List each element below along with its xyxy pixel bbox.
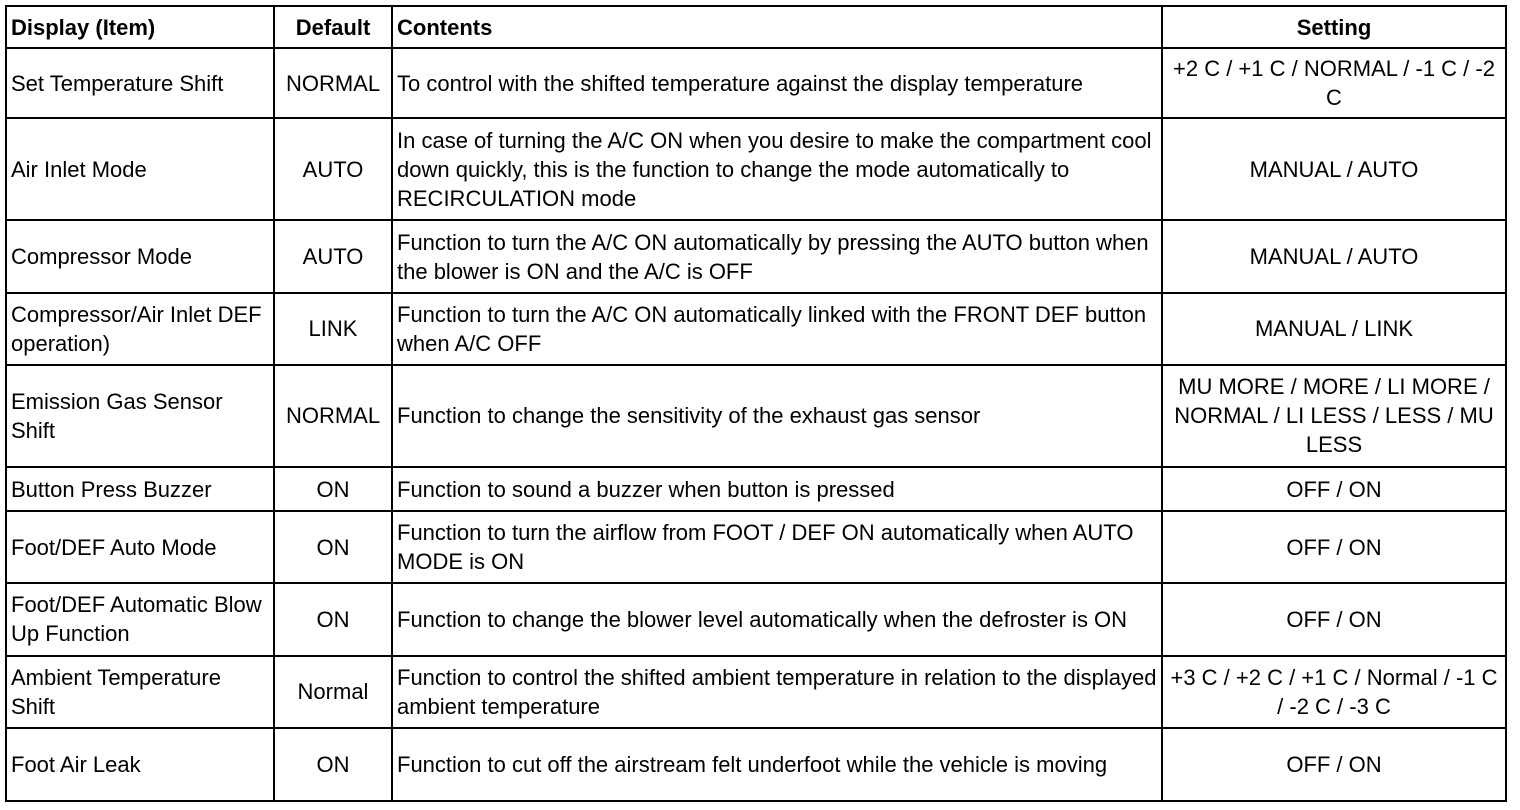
table-row (7, 220, 1505, 292)
cell-contents: Function to sound a buzzer when button is pressed (392, 467, 1162, 511)
cell-contents: Function to turn the airflow from FOOT / DEF ON automatically when AUTO MODE is ON (392, 511, 1162, 583)
cell-contents: Function to cut off the airstream felt underfoot while the vehicle is moving (392, 728, 1162, 800)
cell-default: ON (274, 511, 392, 583)
cell-setting: MANUAL / LINK (1162, 293, 1505, 365)
cell-item: Foot/DEF Automatic Blow Up Function (7, 583, 274, 655)
table-row (7, 467, 1505, 511)
cell-default: Normal (274, 656, 392, 728)
cell-setting: MANUAL / AUTO (1162, 118, 1505, 220)
cell-item: Button Press Buzzer (7, 467, 274, 511)
cell-default: ON (274, 728, 392, 800)
table-row (7, 656, 1505, 728)
cell-default: NORMAL (274, 48, 392, 118)
customization-settings-table (7, 7, 1505, 800)
table-row (7, 48, 1505, 118)
cell-default: LINK (274, 293, 392, 365)
cell-item: Emission Gas Sensor Shift (7, 365, 274, 467)
cell-item: Ambient Temperature Shift (7, 656, 274, 728)
table-row (7, 293, 1505, 365)
table-row (7, 728, 1505, 800)
header-default: Default (274, 7, 392, 48)
cell-setting: +2 C / +1 C / NORMAL / -1 C / -2 C (1162, 48, 1505, 118)
header-contents: Contents (392, 7, 1162, 48)
cell-item: Set Temperature Shift (7, 48, 274, 118)
cell-contents: In case of turning the A/C ON when you desire to make the compartment cool down quickly, this is the function to change the mode automatically to RECIRCULATION mode (392, 118, 1162, 220)
cell-default: ON (274, 467, 392, 511)
cell-contents: Function to change the sensitivity of the exhaust gas sensor (392, 365, 1162, 467)
cell-item: Foot/DEF Auto Mode (7, 511, 274, 583)
cell-setting: MANUAL / AUTO (1162, 220, 1505, 292)
cell-item: Compressor/Air Inlet DEF operation) (7, 293, 274, 365)
cell-default: AUTO (274, 220, 392, 292)
cell-contents: Function to turn the A/C ON automatically by pressing the AUTO button when the blower is ON and the A/C is OFF (392, 220, 1162, 292)
cell-item: Air Inlet Mode (7, 118, 274, 220)
header-setting: Setting (1162, 7, 1505, 48)
table-header-row (7, 7, 1505, 48)
cell-setting: OFF / ON (1162, 583, 1505, 655)
cell-contents: To control with the shifted temperature against the display temperature (392, 48, 1162, 118)
cell-default: AUTO (274, 118, 392, 220)
cell-contents: Function to change the blower level automatically when the defroster is ON (392, 583, 1162, 655)
cell-item: Foot Air Leak (7, 728, 274, 800)
cell-default: ON (274, 583, 392, 655)
cell-setting: MU MORE / MORE / LI MORE / NORMAL / LI LESS / LESS / MU LESS (1162, 365, 1505, 467)
cell-item: Compressor Mode (7, 220, 274, 292)
table-row (7, 365, 1505, 467)
cell-contents: Function to control the shifted ambient temperature in relation to the displayed ambient temperature (392, 656, 1162, 728)
table-row (7, 583, 1505, 655)
table-row (7, 118, 1505, 220)
cell-setting: OFF / ON (1162, 511, 1505, 583)
cell-default: NORMAL (274, 365, 392, 467)
cell-setting: OFF / ON (1162, 467, 1505, 511)
header-display-item: Display (Item) (7, 7, 274, 48)
cell-setting: OFF / ON (1162, 728, 1505, 800)
table-row (7, 511, 1505, 583)
cell-setting: +3 C / +2 C / +1 C / Normal / -1 C / -2 C / -3 C (1162, 656, 1505, 728)
cell-contents: Function to turn the A/C ON automatically linked with the FRONT DEF button when A/C OFF (392, 293, 1162, 365)
settings-table-container (5, 5, 1507, 802)
